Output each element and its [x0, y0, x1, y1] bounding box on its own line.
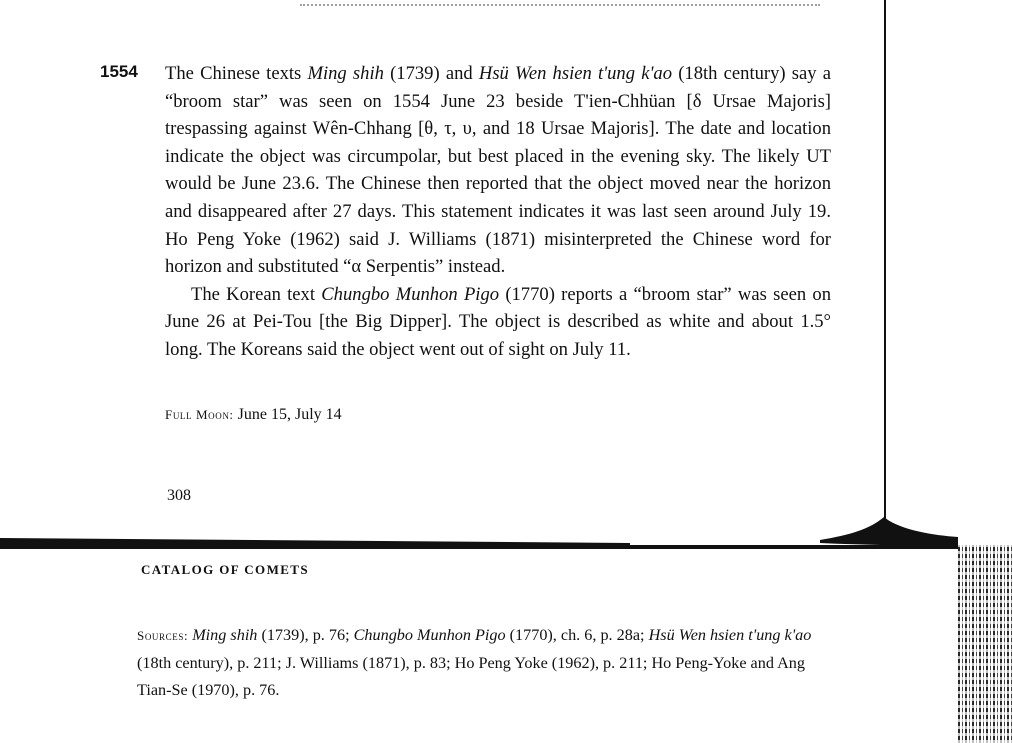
entry-body — [165, 60, 831, 364]
text-run: The Korean text — [191, 283, 322, 305]
spine-curve — [820, 517, 958, 547]
page-edge-scan-artifact — [958, 545, 1013, 743]
running-head: CATALOG OF COMETS — [141, 562, 310, 577]
text-run: (1770) reports a “broom star” was seen on June 26 at Pei-Tou [the Big Dipper]. The object is described as white and about 1.5° long. The Koreans said the object went out of sight on July 11. — [165, 283, 831, 360]
cut-off-previous-line — [300, 0, 820, 6]
text-run: (18th century) say a “broom star” was seen on 1554 June 23 beside T'ien-Chhüan [δ Ursae Majoris] trespassing against Wên-Chhang [θ, τ, υ, and 18 Ursae Majoris]. The date and location indicate the object was circumpolar, but best placed in the evening sky. The likely UT would be June 23.6. The Chinese then reported that the object moved near the horizon and disappeared after 27 days. This statement indicates it was last seen around July 19. Ho Peng Yoke (1962) said J. Williams (1871) misinterpreted the Chinese word for horizon and substituted “α Serpentis” instead. — [165, 63, 831, 278]
entry-year: 1554 — [100, 62, 138, 81]
sources-label: Sources: — [137, 628, 189, 643]
sources-note — [137, 622, 837, 705]
source-title: Hsü Wen hsien t'ung k'ao — [648, 626, 812, 644]
source-run: (1770), ch. 6, p. 28a; — [505, 626, 649, 644]
title-chungbo-munhon-pigo: Chungbo Munhon Pigo — [321, 283, 500, 305]
page-edge-line — [884, 0, 886, 528]
source-title: Chungbo Munhon Pigo — [353, 626, 506, 644]
full-moon-note — [165, 406, 342, 424]
title-ming-shih: Ming shih — [307, 63, 384, 84]
source-run: (18th century), p. 211; J. Williams (1871), p. 83; Ho Peng Yoke (1962), p. 211; Ho Peng-Yoke and Ang Tian-Se (1970), p. 76. — [137, 653, 805, 699]
source-title: Ming shih — [188, 626, 258, 644]
text-run: (1739) and — [383, 63, 479, 84]
entry-paragraph-korean — [165, 281, 831, 364]
book-spine-shadow — [0, 515, 1013, 555]
full-moon-label: Full Moon: — [165, 407, 234, 422]
spine-base — [0, 545, 958, 549]
text-run: The Chinese texts — [165, 63, 308, 84]
page-number: 308 — [167, 487, 191, 504]
title-hsu-wen-hsien: Hsü Wen hsien t'ung k'ao — [478, 63, 673, 84]
source-run: (1739), p. 76; — [257, 626, 354, 644]
entry-paragraph-chinese — [165, 60, 831, 281]
full-moon-dates: June 15, July 14 — [233, 406, 342, 423]
